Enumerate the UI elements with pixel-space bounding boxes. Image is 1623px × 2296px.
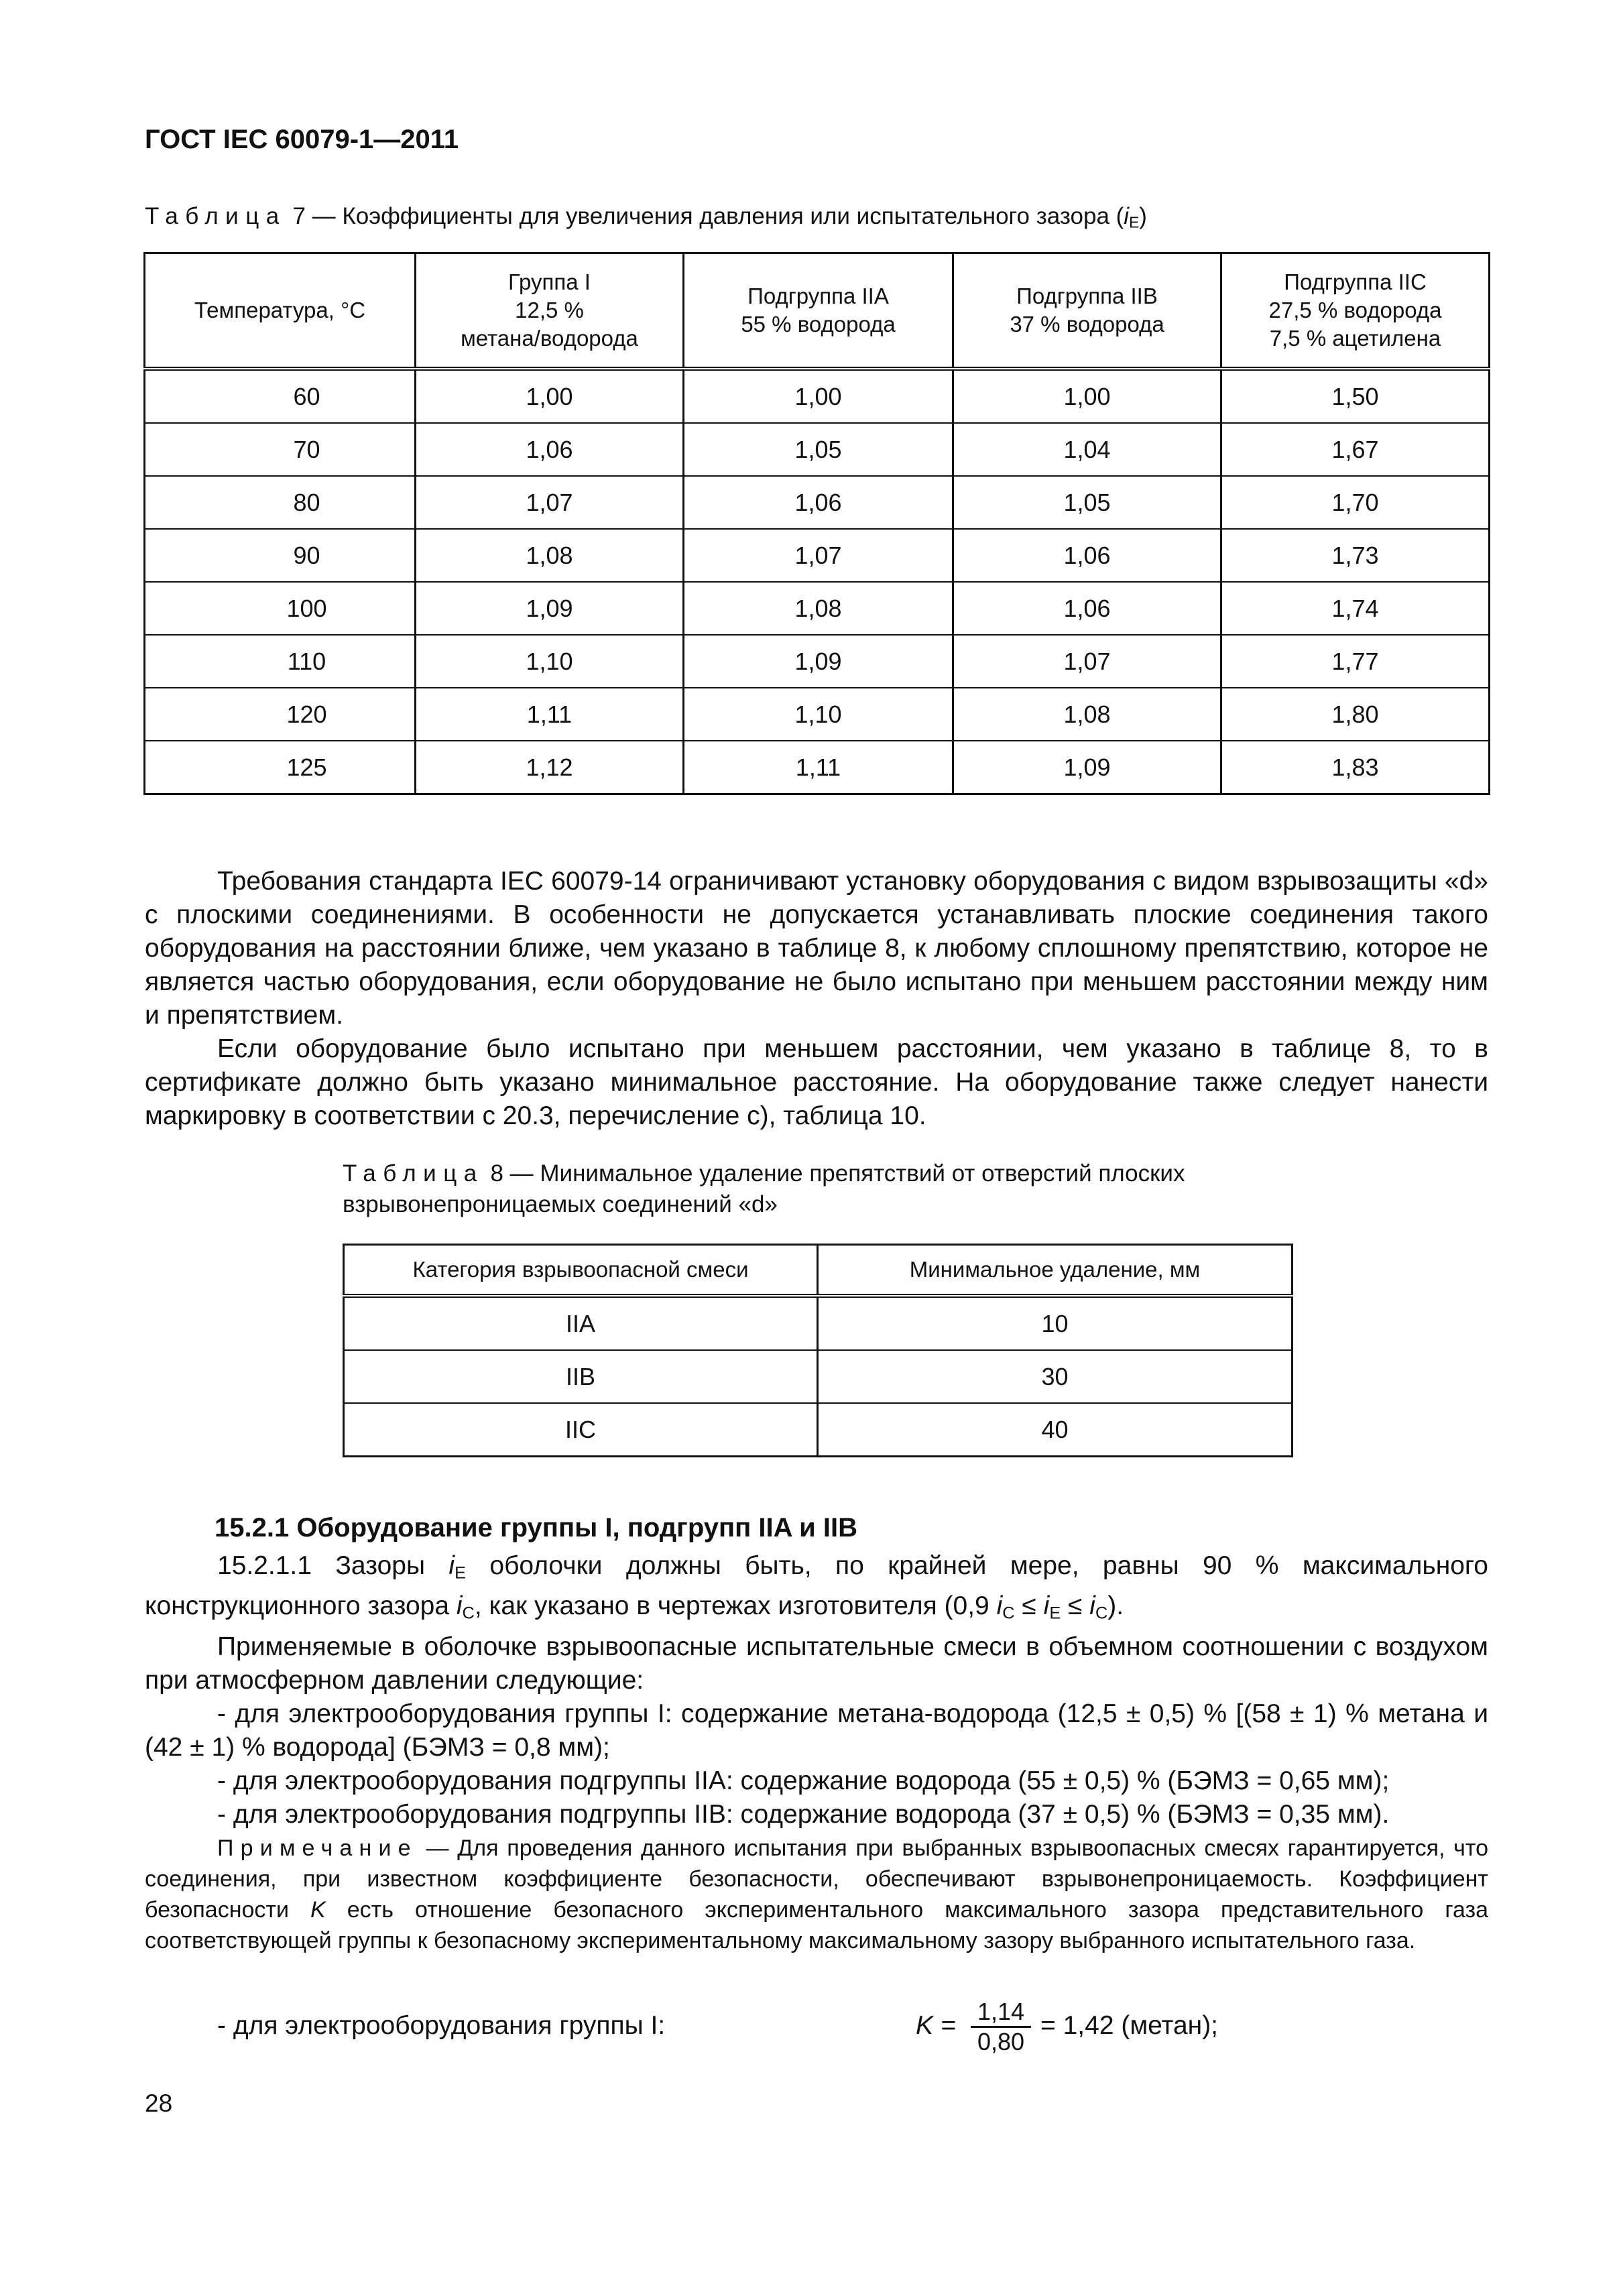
table8-caption-line2: взрывонепроницаемых соединений «d» xyxy=(343,1191,778,1217)
note-paragraph xyxy=(145,1833,1488,1956)
table-row xyxy=(344,1296,1293,1350)
table8-header-cell-category: Категория взрывоопасной смеси xyxy=(344,1245,818,1296)
table-row xyxy=(145,582,1490,635)
text-run: , как указано в чертежах изготовителя (0,9 xyxy=(474,1591,997,1621)
paragraph-requirements: Требования стандарта IEC 60079-14 ограничивают установку оборудования с видом взрывозащиты «d» с плоскими соединениями. В особенности не допускается устанавливать плоские соединения такого оборудования на расстоянии ближе, чем указано в таблице 8, к любому сплошному препятствию, которое не является частью оборудования, если оборудование не было испытано при меньшем расстоянии между ним и препятствием. xyxy=(145,867,1488,1030)
table-cell: 1,06 xyxy=(953,529,1221,582)
table-cell: 1,04 xyxy=(953,423,1221,476)
symbol: i xyxy=(1043,1591,1050,1621)
table-row xyxy=(145,369,1490,423)
table7-body xyxy=(145,369,1490,794)
formula-denominator: 0,80 xyxy=(977,2028,1025,2055)
list-item: - для электрооборудования подгруппы IIB: содержание водорода (37 ± 0,5) % (БЭМЗ = 0,35 мм). xyxy=(217,1799,1390,1829)
symbol: K xyxy=(310,1897,326,1923)
table-cell: 110 xyxy=(145,635,416,688)
symbol: i xyxy=(1089,1591,1095,1621)
table-cell: 1,83 xyxy=(1221,741,1490,794)
symbol: i xyxy=(448,1551,455,1580)
table-cell: 1,07 xyxy=(416,476,684,529)
table7-caption-subscript: E xyxy=(1129,213,1140,231)
table7-header-text: Группа I xyxy=(508,269,591,294)
table-cell: 90 xyxy=(145,529,416,582)
table7-header-cell-iia xyxy=(684,253,953,369)
table-cell: 1,67 xyxy=(1221,423,1490,476)
table8 xyxy=(343,1244,1293,1457)
formula-numerator: 1,14 xyxy=(971,1998,1031,2028)
table-cell: 1,10 xyxy=(416,635,684,688)
table7-header-cell-iib xyxy=(953,253,1221,369)
table7-header xyxy=(145,253,1490,369)
section-heading: 15.2.1 Оборудование группы I, подгрупп IIA и IIB xyxy=(215,1513,857,1543)
text-run: — Для проведения данного испытания при выбранных взрывоопасных смесях гарантируется, что соединения, при известном коэффициенте безопасности, обеспечивают взрывонепроницаемость. Коэффициент безопасности xyxy=(145,1835,1488,1923)
paragraph-certificate: Если оборудование было испытано при меньшем расстоянии, чем указано в таблице 8, то в сертификате должно быть указано минимальное расстояние. На оборудование также следует нанести маркировку в соответствии с 20.3, перечисление с), таблица 10. xyxy=(145,1034,1488,1130)
table-cell: 1,00 xyxy=(416,369,684,423)
table-cell: 1,08 xyxy=(416,529,684,582)
subscript: C xyxy=(1095,1604,1108,1623)
table-cell: 1,11 xyxy=(416,688,684,741)
formula-line xyxy=(145,1998,1488,2055)
table7-header-cell-iic xyxy=(1221,253,1490,369)
table-cell: 1,05 xyxy=(684,423,953,476)
text-run: ≤ xyxy=(1014,1591,1044,1621)
subscript: E xyxy=(1049,1604,1061,1623)
table-cell: 125 xyxy=(145,741,416,794)
table-cell: 1,70 xyxy=(1221,476,1490,529)
table8-caption-line1: 8 — Минимальное удаление препятствий от отверстий плоских xyxy=(490,1160,1185,1187)
table7-header-text: Температура, °С xyxy=(194,298,366,322)
table8-caption-word: Таблица xyxy=(343,1160,484,1187)
table-cell: 1,08 xyxy=(953,688,1221,741)
table-cell: 1,05 xyxy=(953,476,1221,529)
table7 xyxy=(143,252,1490,795)
table7-header-text: 27,5 % водорода xyxy=(1268,298,1442,322)
table-row xyxy=(344,1350,1293,1403)
symbol: i xyxy=(996,1591,1003,1621)
paragraph-gaps xyxy=(145,1549,1488,1630)
table-cell: 1,00 xyxy=(684,369,953,423)
table7-header-row xyxy=(145,253,1490,369)
list-item: - для электрооборудования подгруппы IIA: содержание водорода (55 ± 0,5) % (БЭМЗ = 0,65 мм); xyxy=(217,1766,1390,1795)
table-row xyxy=(145,529,1490,582)
table7-header-text: Подгруппа IIC xyxy=(1284,269,1427,294)
table7-header-text: Подгруппа IIA xyxy=(747,284,889,308)
text-run: ). xyxy=(1107,1591,1124,1621)
table-row xyxy=(145,476,1490,529)
formula-label: - для электрооборудования группы I: xyxy=(217,2011,666,2040)
table8-body xyxy=(344,1296,1293,1457)
table-cell: 10 xyxy=(818,1296,1293,1350)
table-cell: 100 xyxy=(145,582,416,635)
table-cell: 1,00 xyxy=(953,369,1221,423)
table-cell: IIC xyxy=(344,1403,818,1457)
table7-header-text: 7,5 % ацетилена xyxy=(1269,326,1441,351)
text-run: оболочки должны быть, по крайней мере, равны 90 % максимального конструкционного зазора xyxy=(145,1551,1488,1621)
table-row xyxy=(145,423,1490,476)
table-cell: 1,06 xyxy=(684,476,953,529)
table-cell: 1,09 xyxy=(953,741,1221,794)
table-cell: 1,09 xyxy=(416,582,684,635)
section-body xyxy=(145,1549,1488,1831)
subscript: C xyxy=(1002,1604,1015,1623)
table7-caption-end: ) xyxy=(1139,203,1147,229)
table-cell: 1,07 xyxy=(953,635,1221,688)
table-cell: 40 xyxy=(818,1403,1293,1457)
table-cell: 1,11 xyxy=(684,741,953,794)
table-cell: 1,73 xyxy=(1221,529,1490,582)
table8-caption xyxy=(343,1158,1291,1220)
table-cell: 1,10 xyxy=(684,688,953,741)
document-header: ГОСТ IEC 60079-1—2011 xyxy=(145,125,459,154)
table-row xyxy=(344,1403,1293,1457)
formula-k: K = xyxy=(916,2011,956,2040)
table-cell: 1,06 xyxy=(416,423,684,476)
table8-header-row xyxy=(344,1245,1293,1296)
table-cell: 1,50 xyxy=(1221,369,1490,423)
page-number: 28 xyxy=(145,2090,173,2117)
table-cell: IIB xyxy=(344,1350,818,1403)
table7-caption-symbol: i xyxy=(1124,203,1130,229)
table7-header-cell-temperature xyxy=(145,253,416,369)
table-cell: 60 xyxy=(145,369,416,423)
table-row xyxy=(145,741,1490,794)
table7-header-cell-group-i xyxy=(416,253,684,369)
note-block xyxy=(145,1833,1488,1956)
paragraph-block-1 xyxy=(145,865,1488,1133)
paragraph-mixtures: Применяемые в оболочке взрывоопасные испытательные смеси в объемном соотношении с воздухом при атмосферном давлении следующие: xyxy=(145,1632,1488,1695)
table-row xyxy=(145,635,1490,688)
table8-header xyxy=(344,1245,1293,1296)
subscript: E xyxy=(455,1563,466,1583)
table-cell: 1,06 xyxy=(953,582,1221,635)
table-cell: 1,07 xyxy=(684,529,953,582)
table-row xyxy=(145,688,1490,741)
table7-header-text: 55 % водорода xyxy=(741,312,896,337)
table7-header-text: метана/водорода xyxy=(461,326,638,351)
table7-header-text: Подгруппа IIB xyxy=(1016,284,1158,308)
formula-result: = 1,42 (метан); xyxy=(1040,2011,1219,2040)
note-label: Примечание xyxy=(217,1835,418,1861)
table-cell: 1,77 xyxy=(1221,635,1490,688)
table7-caption-word: Таблица xyxy=(145,203,286,229)
table7-caption-text: 7 — Коэффициенты для увеличения давления или испытательного зазора ( xyxy=(292,203,1124,229)
formula-fraction xyxy=(971,1998,1031,2056)
table-cell: 1,08 xyxy=(684,582,953,635)
list-item: - для электрооборудования группы I: содержание метана-водорода (12,5 ± 0,5) % [(58 ± 1) % метана и (42 ± 1) % водорода] (БЭМЗ = 0,8 мм); xyxy=(145,1699,1488,1762)
subscript: C xyxy=(462,1604,475,1623)
table-cell: 70 xyxy=(145,423,416,476)
text-run: есть отношение безопасного экспериментального максимального зазора представительного газа соответствующей группы к безопасному экспериментальному максимальному зазору выбранного испытательного газа. xyxy=(145,1897,1489,1953)
text-run: 15.2.1.1 Зазоры xyxy=(217,1551,449,1580)
table-cell: 1,74 xyxy=(1221,582,1490,635)
symbol: i xyxy=(456,1591,463,1621)
table-cell: 1,12 xyxy=(416,741,684,794)
table8-header-cell-distance: Минимальное удаление, мм xyxy=(818,1245,1293,1296)
table7-caption xyxy=(145,201,1147,238)
table7-header-text: 37 % водорода xyxy=(1010,312,1164,337)
table7-header-text: 12,5 % xyxy=(515,298,584,322)
table-cell: IIA xyxy=(344,1296,818,1350)
text-run: ≤ xyxy=(1061,1591,1090,1621)
table-cell: 120 xyxy=(145,688,416,741)
table-cell: 1,09 xyxy=(684,635,953,688)
table-cell: 30 xyxy=(818,1350,1293,1403)
table-cell: 80 xyxy=(145,476,416,529)
table-cell: 1,80 xyxy=(1221,688,1490,741)
